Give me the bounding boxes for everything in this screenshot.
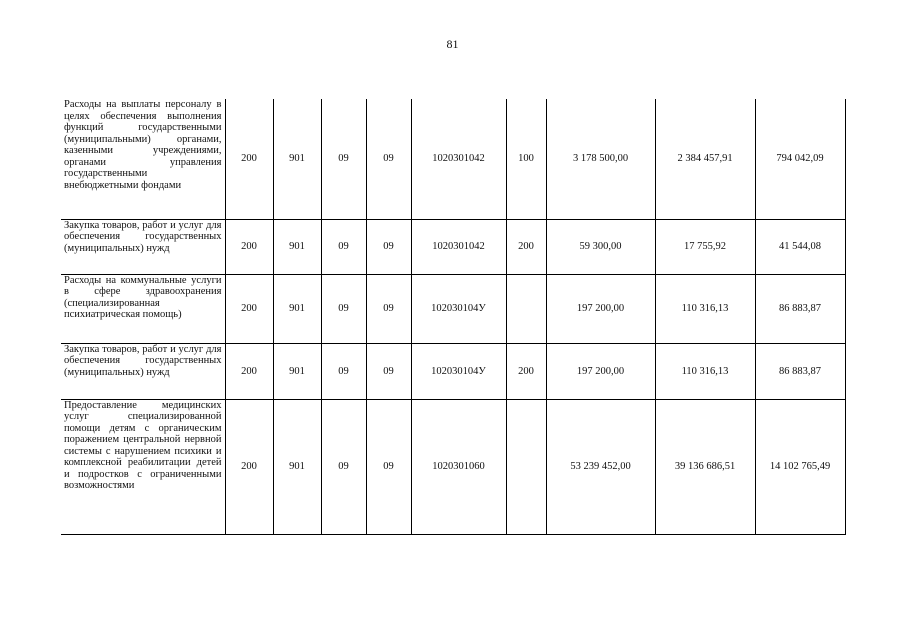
row-target: 102030104У [411, 274, 506, 343]
row-code: 200 [225, 343, 273, 399]
row-admin: 901 [273, 219, 321, 274]
row-admin: 901 [273, 99, 321, 219]
page-number: 81 [446, 37, 459, 51]
row-description: Закупка товаров, работ и услуг для обеспечения государственных (муниципальных) нужд [61, 343, 225, 399]
row-section: 09 [321, 99, 366, 219]
row-executed: 110 316,13 [655, 274, 755, 343]
row-kind: 200 [506, 219, 546, 274]
row-approved: 53 239 452,00 [546, 399, 655, 534]
row-unexecuted: 794 042,09 [755, 99, 845, 219]
row-executed: 39 136 686,51 [655, 399, 755, 534]
row-unexecuted: 14 102 765,49 [755, 399, 845, 534]
row-target: 102030104У [411, 343, 506, 399]
row-subsection: 09 [366, 343, 411, 399]
table-row [61, 343, 845, 399]
row-executed: 17 755,92 [655, 219, 755, 274]
row-section: 09 [321, 274, 366, 343]
row-executed: 110 316,13 [655, 343, 755, 399]
row-subsection: 09 [366, 399, 411, 534]
row-approved: 197 200,00 [546, 343, 655, 399]
row-code: 200 [225, 219, 273, 274]
row-admin: 901 [273, 399, 321, 534]
row-section: 09 [321, 343, 366, 399]
row-unexecuted: 86 883,87 [755, 274, 845, 343]
row-subsection: 09 [366, 219, 411, 274]
row-code: 200 [225, 399, 273, 534]
row-subsection: 09 [366, 99, 411, 219]
row-kind [506, 399, 546, 534]
row-section: 09 [321, 399, 366, 534]
table-row [61, 219, 845, 274]
row-target: 1020301060 [411, 399, 506, 534]
row-section: 09 [321, 219, 366, 274]
row-subsection: 09 [366, 274, 411, 343]
row-target: 1020301042 [411, 219, 506, 274]
row-description: Закупка товаров, работ и услуг для обеспечения государственных (муниципальных) нужд [61, 219, 225, 274]
row-approved: 197 200,00 [546, 274, 655, 343]
row-unexecuted: 41 544,08 [755, 219, 845, 274]
table-row [61, 399, 845, 534]
table-row [61, 99, 845, 219]
row-description: Расходы на коммунальные услуги в сфере здравоохранения (специализированная психиатрическая помощь) [61, 274, 225, 343]
row-admin: 901 [273, 274, 321, 343]
row-description: Расходы на выплаты персоналу в целях обеспечения выполнения функций государственными (муниципальными) органами, казенными учреждениями, органами управления государственными внебюджетными фондами [61, 99, 225, 219]
row-code: 200 [225, 274, 273, 343]
row-executed: 2 384 457,91 [655, 99, 755, 219]
row-target: 1020301042 [411, 99, 506, 219]
row-approved: 59 300,00 [546, 219, 655, 274]
row-unexecuted: 86 883,87 [755, 343, 845, 399]
row-code: 200 [225, 99, 273, 219]
row-kind: 100 [506, 99, 546, 219]
table-row [61, 274, 845, 343]
row-description: Предоставление медицинских услуг специализированной помощи детям с органическим поражением центральной нервной системы с нарушением психики и комплексной реабилитации детей и подростков с ограниченными возможностями [61, 399, 225, 534]
row-kind [506, 274, 546, 343]
row-admin: 901 [273, 343, 321, 399]
budget-table [61, 99, 846, 535]
row-approved: 3 178 500,00 [546, 99, 655, 219]
row-kind: 200 [506, 343, 546, 399]
